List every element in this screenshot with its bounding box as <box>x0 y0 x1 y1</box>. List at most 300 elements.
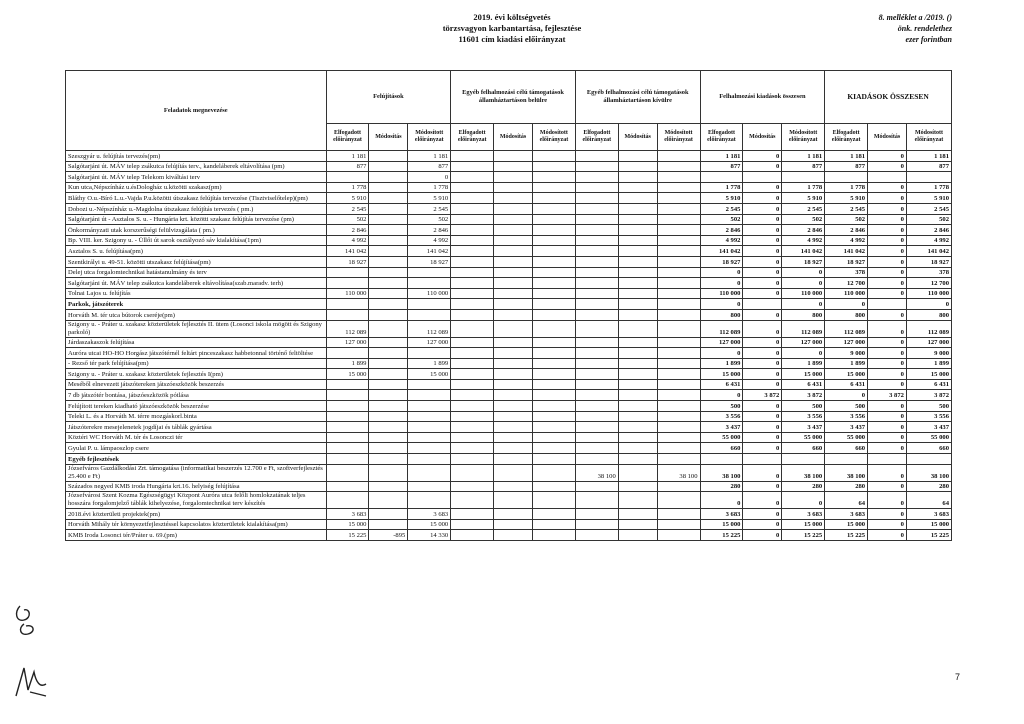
row-value-cell: 5 910 <box>825 193 868 204</box>
row-value-cell: 5 910 <box>326 193 369 204</box>
row-value-cell: 0 <box>743 161 782 172</box>
row-value-cell: 3 437 <box>906 422 951 433</box>
row-value-cell: 0 <box>743 492 782 509</box>
row-value-cell <box>618 309 657 320</box>
row-value-cell: 0 <box>782 348 825 359</box>
subcol-g1-3: Módosított előirányzat <box>408 124 451 151</box>
row-task-name: Salgótarjáni út. MÁV telep zsákutca kandeláberek eltávolítása(szab.maradv. terh) <box>66 278 327 289</box>
row-value-cell <box>408 309 451 320</box>
row-value-cell: 0 <box>868 214 907 225</box>
row-value-cell <box>575 432 618 443</box>
row-value-cell <box>575 481 618 492</box>
row-value-cell <box>369 464 408 481</box>
row-task-name: Egyéb fejlesztések <box>66 454 327 465</box>
row-value-cell <box>451 358 494 369</box>
row-value-cell: 5 910 <box>408 193 451 204</box>
row-value-cell: 0 <box>868 519 907 530</box>
row-value-cell: 0 <box>868 267 907 278</box>
row-value-cell <box>451 299 494 310</box>
row-value-cell <box>494 530 533 541</box>
row-value-cell <box>618 369 657 380</box>
row-value-cell <box>532 278 575 289</box>
row-value-cell <box>618 246 657 257</box>
table-row <box>66 256 952 267</box>
row-value-cell: 12 700 <box>906 278 951 289</box>
row-value-cell: 0 <box>868 161 907 172</box>
row-value-cell: 110 000 <box>782 288 825 299</box>
row-value-cell: 2 846 <box>825 225 868 236</box>
row-value-cell <box>618 235 657 246</box>
row-value-cell: 112 089 <box>700 320 743 337</box>
row-value-cell <box>451 492 494 509</box>
row-value-cell <box>657 246 700 257</box>
row-value-cell: 15 225 <box>326 530 369 541</box>
row-value-cell <box>369 369 408 380</box>
row-value-cell <box>369 358 408 369</box>
row-value-cell <box>618 464 657 481</box>
row-value-cell: 15 225 <box>700 530 743 541</box>
row-value-cell <box>494 432 533 443</box>
row-value-cell: 0 <box>743 422 782 433</box>
row-value-cell <box>326 390 369 401</box>
row-value-cell <box>369 401 408 412</box>
row-value-cell <box>575 443 618 454</box>
row-value-cell <box>494 278 533 289</box>
row-value-cell: 3 437 <box>700 422 743 433</box>
row-value-cell: 18 927 <box>782 256 825 267</box>
row-value-cell <box>618 411 657 422</box>
row-value-cell <box>532 246 575 257</box>
row-value-cell: 3 872 <box>743 390 782 401</box>
subcol-g1-1: Elfogadott előirányzat <box>326 124 369 151</box>
row-value-cell <box>532 369 575 380</box>
row-value-cell: 0 <box>868 337 907 348</box>
row-value-cell: 141 042 <box>700 246 743 257</box>
row-value-cell: 38 100 <box>782 464 825 481</box>
row-value-cell <box>408 299 451 310</box>
row-value-cell <box>494 509 533 520</box>
row-value-cell <box>408 422 451 433</box>
row-value-cell: 502 <box>326 214 369 225</box>
row-value-cell <box>657 492 700 509</box>
row-value-cell <box>657 401 700 412</box>
row-value-cell: 2 545 <box>906 203 951 214</box>
row-value-cell <box>657 320 700 337</box>
row-task-name: Dobozi u.-Népszínház u.-Magdolna útszakasz felújítás tervezés ( pm.) <box>66 203 327 214</box>
row-task-name: Kun utca,Népszínház u.ésDologház u.közötti szakasz(pm) <box>66 182 327 193</box>
row-value-cell <box>326 443 369 454</box>
row-value-cell <box>451 519 494 530</box>
row-value-cell <box>451 182 494 193</box>
row-task-name: Bp. VIII. ker. Szigony u. - Üllői út sarok osztályozó sáv kialakítása(1pm) <box>66 235 327 246</box>
subcol-g3-1: Elfogadott előirányzat <box>575 124 618 151</box>
row-value-cell: 1 181 <box>326 151 369 162</box>
row-value-cell: 0 <box>743 411 782 422</box>
row-value-cell <box>451 278 494 289</box>
row-value-cell: 3 437 <box>825 422 868 433</box>
row-value-cell <box>369 299 408 310</box>
row-value-cell: 0 <box>743 432 782 443</box>
table-row <box>66 182 952 193</box>
row-value-cell <box>369 246 408 257</box>
row-value-cell: 0 <box>868 509 907 520</box>
row-value-cell <box>532 151 575 162</box>
row-value-cell: 0 <box>700 492 743 509</box>
row-value-cell <box>532 379 575 390</box>
row-value-cell <box>657 161 700 172</box>
row-value-cell: 0 <box>868 203 907 214</box>
row-value-cell <box>494 422 533 433</box>
row-value-cell: 55 000 <box>782 432 825 443</box>
row-value-cell <box>618 379 657 390</box>
row-value-cell <box>657 278 700 289</box>
table-row <box>66 161 952 172</box>
row-value-cell <box>532 464 575 481</box>
row-value-cell <box>451 509 494 520</box>
row-value-cell <box>575 172 618 183</box>
row-value-cell <box>782 172 825 183</box>
table-row <box>66 401 952 412</box>
row-value-cell <box>369 481 408 492</box>
row-value-cell: 0 <box>868 320 907 337</box>
row-value-cell: 55 000 <box>700 432 743 443</box>
table-row <box>66 246 952 257</box>
row-value-cell <box>657 235 700 246</box>
row-value-cell <box>408 454 451 465</box>
row-value-cell: 3 556 <box>906 411 951 422</box>
row-value-cell <box>906 172 951 183</box>
row-value-cell: 3 437 <box>782 422 825 433</box>
subcol-g2-3: Módosított előirányzat <box>532 124 575 151</box>
row-value-cell: 1 778 <box>825 182 868 193</box>
row-value-cell <box>657 256 700 267</box>
row-value-cell: 141 042 <box>825 246 868 257</box>
table-row <box>66 432 952 443</box>
row-task-name: Önkormányzati utak korszerűségi felülvizsgálata ( pm.) <box>66 225 327 236</box>
row-value-cell <box>657 432 700 443</box>
row-value-cell <box>657 203 700 214</box>
row-value-cell <box>451 464 494 481</box>
row-value-cell: 800 <box>825 309 868 320</box>
row-value-cell: 2 846 <box>906 225 951 236</box>
header-line-2: törzsvagyon karbantartása, fejlesztése <box>442 23 582 33</box>
row-value-cell: 0 <box>743 401 782 412</box>
row-value-cell <box>369 151 408 162</box>
row-value-cell: 6 431 <box>906 379 951 390</box>
row-value-cell: 2 846 <box>408 225 451 236</box>
row-task-name: KMB Iroda Losonci tér/Práter u. 69.(pm) <box>66 530 327 541</box>
row-value-cell: 4 992 <box>825 235 868 246</box>
row-value-cell <box>451 348 494 359</box>
row-value-cell <box>700 172 743 183</box>
row-value-cell: 18 927 <box>408 256 451 267</box>
row-value-cell <box>494 225 533 236</box>
row-value-cell <box>532 299 575 310</box>
row-value-cell: 0 <box>743 256 782 267</box>
row-value-cell: 112 089 <box>782 320 825 337</box>
row-value-cell <box>700 454 743 465</box>
row-value-cell: 0 <box>868 278 907 289</box>
col-group-external-grants: Egyéb felhalmozási célú támogatások államháztartáson kívülre <box>575 71 700 124</box>
row-value-cell: 3 683 <box>326 509 369 520</box>
row-value-cell: 0 <box>868 182 907 193</box>
row-value-cell <box>657 337 700 348</box>
subcol-g4-3: Módosított előirányzat <box>782 124 825 151</box>
row-value-cell <box>657 225 700 236</box>
row-value-cell <box>868 172 907 183</box>
table-row <box>66 358 952 369</box>
table-row <box>66 492 952 509</box>
row-value-cell: 0 <box>743 379 782 390</box>
row-value-cell <box>369 256 408 267</box>
row-value-cell <box>451 401 494 412</box>
row-value-cell: 5 910 <box>700 193 743 204</box>
row-value-cell <box>451 390 494 401</box>
row-value-cell: 3 872 <box>782 390 825 401</box>
row-value-cell: 0 <box>700 390 743 401</box>
col-group-internal-grants: Egyéb felhalmozási célú támogatások államháztartáson belülre <box>451 71 576 124</box>
row-value-cell <box>657 390 700 401</box>
table-row <box>66 519 952 530</box>
row-value-cell: 502 <box>825 214 868 225</box>
row-value-cell: 15 000 <box>326 369 369 380</box>
row-value-cell: 127 000 <box>408 337 451 348</box>
row-value-cell <box>369 278 408 289</box>
row-value-cell <box>575 454 618 465</box>
table-row <box>66 390 952 401</box>
row-value-cell <box>618 432 657 443</box>
row-value-cell <box>369 443 408 454</box>
row-value-cell <box>408 481 451 492</box>
table-row <box>66 348 952 359</box>
row-value-cell: 0 <box>700 278 743 289</box>
row-task-name: Játszóterekre mesejelenetek jogdíjai és táblák gyártása <box>66 422 327 433</box>
row-value-cell <box>408 348 451 359</box>
row-value-cell <box>494 193 533 204</box>
row-value-cell: 0 <box>743 309 782 320</box>
row-value-cell <box>326 492 369 509</box>
row-value-cell <box>369 235 408 246</box>
subcol-g4-1: Elfogadott előirányzat <box>700 124 743 151</box>
row-value-cell <box>494 481 533 492</box>
row-value-cell <box>575 379 618 390</box>
row-value-cell: 6 431 <box>700 379 743 390</box>
row-value-cell <box>326 411 369 422</box>
row-value-cell <box>494 267 533 278</box>
row-value-cell: 127 000 <box>700 337 743 348</box>
row-value-cell <box>743 172 782 183</box>
row-value-cell <box>532 443 575 454</box>
row-value-cell: 280 <box>700 481 743 492</box>
row-value-cell: 0 <box>868 432 907 443</box>
row-value-cell <box>408 379 451 390</box>
row-value-cell <box>494 288 533 299</box>
row-value-cell <box>408 401 451 412</box>
row-value-cell <box>532 358 575 369</box>
row-value-cell: 0 <box>868 246 907 257</box>
row-value-cell <box>451 235 494 246</box>
row-value-cell: 38 100 <box>906 464 951 481</box>
row-value-cell <box>575 256 618 267</box>
row-value-cell: 0 <box>782 492 825 509</box>
row-value-cell <box>657 519 700 530</box>
row-value-cell: 0 <box>743 443 782 454</box>
row-value-cell <box>532 509 575 520</box>
row-value-cell <box>575 320 618 337</box>
row-value-cell <box>326 432 369 443</box>
row-value-cell: 378 <box>825 267 868 278</box>
row-task-name: Horváth M. tér utca bútorok cseréje(pm) <box>66 309 327 320</box>
row-value-cell <box>618 203 657 214</box>
row-value-cell: 1 899 <box>906 358 951 369</box>
row-value-cell: 18 927 <box>825 256 868 267</box>
row-value-cell <box>532 288 575 299</box>
row-value-cell: 3 683 <box>782 509 825 520</box>
row-value-cell: 0 <box>743 193 782 204</box>
row-value-cell <box>575 390 618 401</box>
row-value-cell: 110 000 <box>408 288 451 299</box>
row-value-cell: 0 <box>700 299 743 310</box>
row-value-cell: 1 181 <box>825 151 868 162</box>
row-task-name: Szeszgyár u. felújítás tervezés(pm) <box>66 151 327 162</box>
row-value-cell <box>451 379 494 390</box>
row-value-cell: 2 545 <box>408 203 451 214</box>
row-value-cell: 0 <box>743 509 782 520</box>
table-row <box>66 172 952 183</box>
row-value-cell <box>532 256 575 267</box>
row-value-cell <box>369 182 408 193</box>
row-value-cell <box>494 182 533 193</box>
row-value-cell <box>451 530 494 541</box>
col-task: Feladatok megnevezése <box>66 71 327 151</box>
row-value-cell: 0 <box>743 320 782 337</box>
row-value-cell <box>618 519 657 530</box>
row-value-cell <box>369 432 408 443</box>
document-header-right <box>879 12 952 45</box>
row-value-cell: 127 000 <box>906 337 951 348</box>
row-value-cell <box>532 422 575 433</box>
row-value-cell: 0 <box>868 464 907 481</box>
row-value-cell <box>369 267 408 278</box>
row-value-cell <box>575 246 618 257</box>
row-value-cell <box>575 278 618 289</box>
row-value-cell: 1 778 <box>408 182 451 193</box>
subcol-g5-3: Módosított előirányzat <box>906 124 951 151</box>
row-value-cell: 800 <box>782 309 825 320</box>
row-value-cell <box>494 203 533 214</box>
row-value-cell <box>532 161 575 172</box>
table-row <box>66 225 952 236</box>
row-value-cell: 9 000 <box>906 348 951 359</box>
col-group-expenditure-total: KIADÁSOK ÖSSZESEN <box>825 71 952 124</box>
row-value-cell <box>575 519 618 530</box>
row-value-cell: 1 899 <box>825 358 868 369</box>
row-value-cell <box>451 411 494 422</box>
row-value-cell <box>657 151 700 162</box>
row-value-cell <box>575 422 618 433</box>
row-value-cell: 6 431 <box>825 379 868 390</box>
row-value-cell <box>575 337 618 348</box>
row-value-cell <box>532 320 575 337</box>
row-value-cell: 1 778 <box>782 182 825 193</box>
row-value-cell: 800 <box>700 309 743 320</box>
row-value-cell <box>532 235 575 246</box>
row-value-cell: 280 <box>825 481 868 492</box>
table-row <box>66 481 952 492</box>
row-value-cell: 3 683 <box>700 509 743 520</box>
row-value-cell: 0 <box>743 246 782 257</box>
row-task-name: Salgótarjáni út - Asztalos S. u. - Hungária krt. közötti szakasz felújítás tervezése (pm) <box>66 214 327 225</box>
row-value-cell <box>618 358 657 369</box>
row-value-cell: 1 899 <box>782 358 825 369</box>
row-value-cell <box>743 299 782 310</box>
table-row <box>66 443 952 454</box>
row-value-cell: 112 089 <box>326 320 369 337</box>
table-row <box>66 203 952 214</box>
row-value-cell: 0 <box>868 151 907 162</box>
row-value-cell <box>532 337 575 348</box>
row-value-cell: 2 545 <box>825 203 868 214</box>
row-value-cell <box>532 401 575 412</box>
row-value-cell: 0 <box>743 214 782 225</box>
row-value-cell <box>575 509 618 520</box>
col-group-capital-total: Felhalmozási kiadások összesen <box>700 71 825 124</box>
row-value-cell: 127 000 <box>326 337 369 348</box>
row-value-cell: 1 181 <box>408 151 451 162</box>
row-value-cell <box>451 309 494 320</box>
row-value-cell <box>618 443 657 454</box>
row-value-cell: 0 <box>868 411 907 422</box>
row-value-cell: 0 <box>700 348 743 359</box>
row-value-cell: 6 431 <box>782 379 825 390</box>
row-value-cell: 0 <box>825 299 868 310</box>
budget-table-wrap <box>65 70 952 541</box>
row-value-cell <box>575 203 618 214</box>
document-header <box>0 12 1024 45</box>
subcol-g5-2: Módosítás <box>868 124 907 151</box>
row-value-cell <box>532 182 575 193</box>
row-value-cell: 15 000 <box>782 369 825 380</box>
row-value-cell <box>532 411 575 422</box>
row-value-cell <box>451 151 494 162</box>
row-value-cell: 55 000 <box>906 432 951 443</box>
row-value-cell: 4 992 <box>408 235 451 246</box>
row-value-cell: 0 <box>868 422 907 433</box>
row-value-cell <box>618 492 657 509</box>
row-task-name: Józsefváros Gazdálkodási Zrt. támogatása (informatikai beszerzés 12.700 e Ft, szoftverfejlesztés 25.400 e Ft) <box>66 464 327 481</box>
subcol-g2-2: Módosítás <box>494 124 533 151</box>
row-value-cell <box>532 309 575 320</box>
row-value-cell <box>451 256 494 267</box>
row-value-cell: 0 <box>868 358 907 369</box>
table-row <box>66 464 952 481</box>
row-value-cell: 38 100 <box>700 464 743 481</box>
row-value-cell: 0 <box>825 390 868 401</box>
row-value-cell <box>369 390 408 401</box>
row-value-cell <box>825 454 868 465</box>
row-value-cell <box>532 348 575 359</box>
header-line-3: 11601 cím kiadási előirányzat <box>458 34 566 44</box>
row-value-cell: 15 000 <box>408 519 451 530</box>
row-value-cell <box>326 309 369 320</box>
row-value-cell <box>369 214 408 225</box>
table-row <box>66 509 952 520</box>
row-value-cell: 0 <box>743 348 782 359</box>
row-value-cell <box>618 225 657 236</box>
row-value-cell <box>494 464 533 481</box>
row-value-cell <box>782 454 825 465</box>
row-value-cell <box>494 379 533 390</box>
